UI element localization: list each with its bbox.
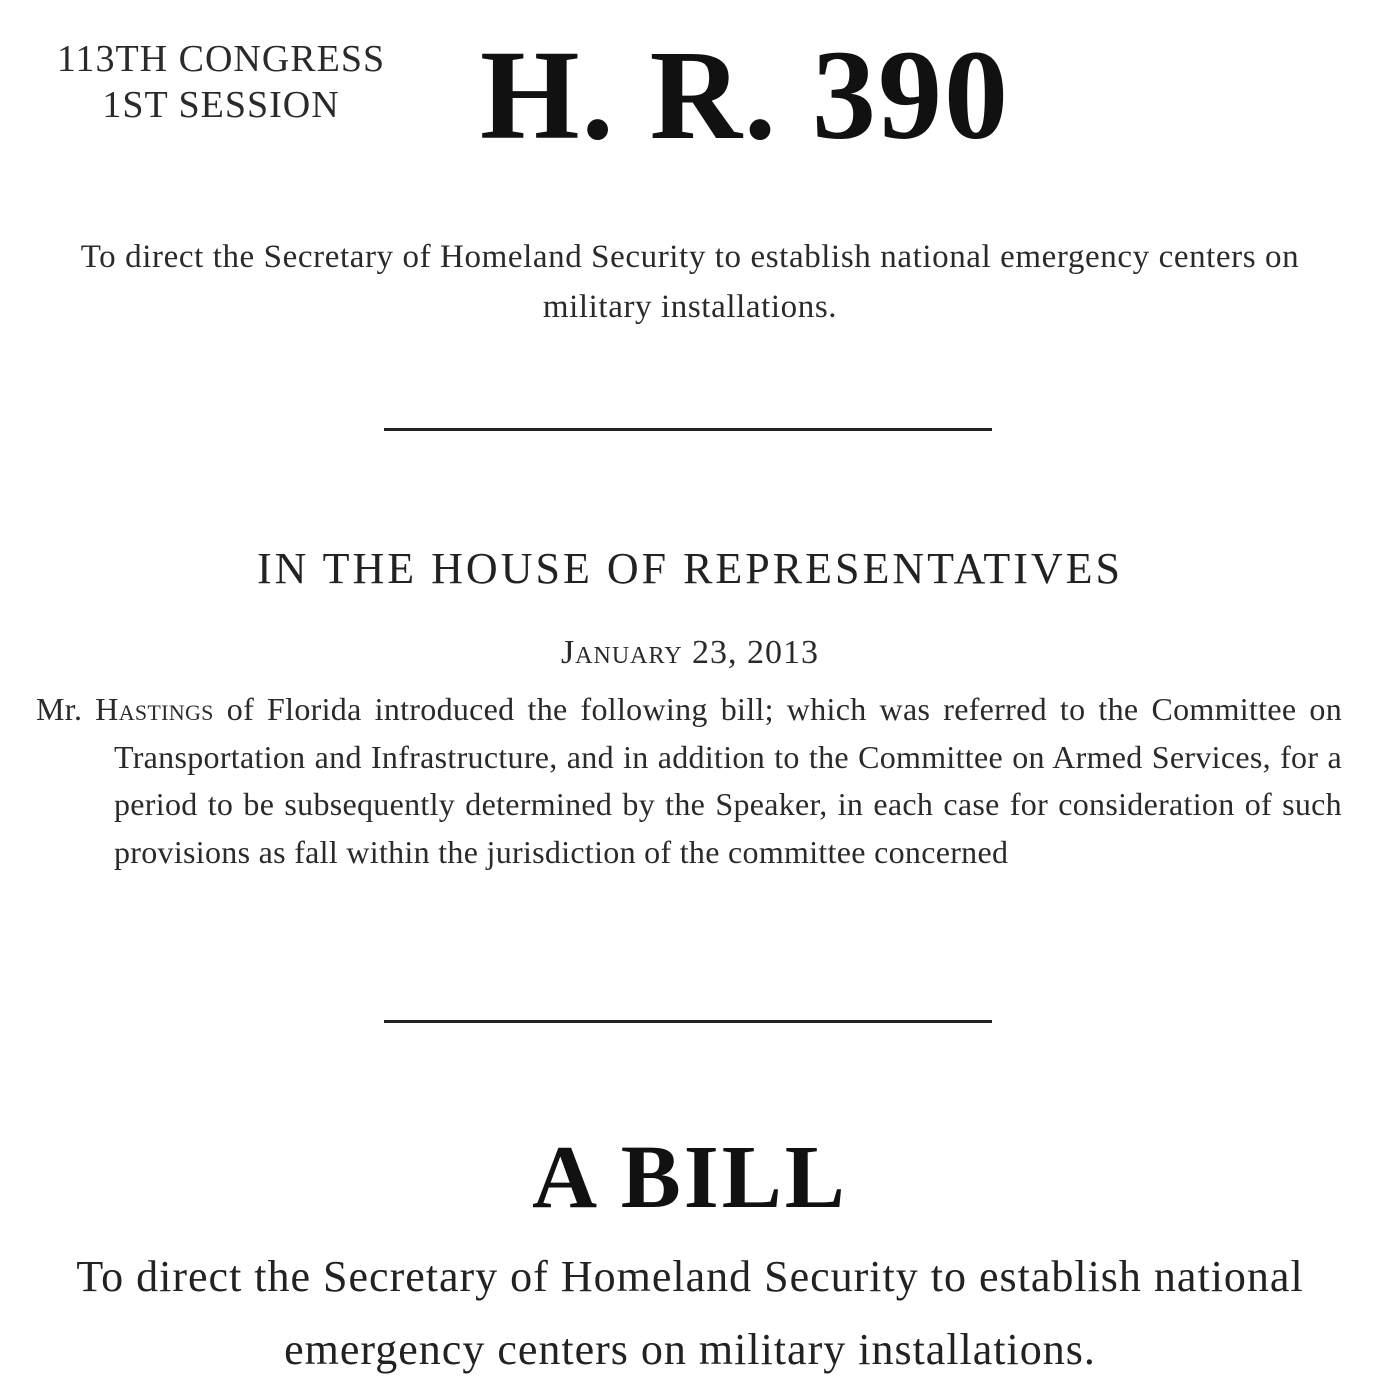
congress-session-block xyxy=(36,36,406,128)
sponsor-name: Hastings xyxy=(95,691,214,727)
short-title: To direct the Secretary of Homeland Security to establish national emergency centers on military installations. xyxy=(80,239,1300,325)
chamber-heading: IN THE HOUSE OF REPRESENTATIVES xyxy=(256,544,1124,593)
divider-rule-top xyxy=(384,428,992,431)
introduction-paragraph xyxy=(36,686,1342,876)
congress-label: 113TH CONGRESS xyxy=(56,38,386,80)
bill-heading: A BILL xyxy=(532,1128,848,1227)
sponsor-honorific: Mr. xyxy=(36,691,83,727)
session-label: 1ST SESSION xyxy=(102,84,340,126)
long-title: To direct the Secretary of Homeland Security to establish national emergency centers on military installations. xyxy=(76,1252,1304,1374)
bill-number: H. R. 390 xyxy=(480,24,1010,166)
introduction-text: of Florida introduced the following bill; which was referred to the Committee on Transportation and Infrastructure, and in addition to the Committee on Armed Services, for a period to be subsequently determined by the Speaker, in each case for consideration of such provisions as fall within the jurisdiction of the committee concerned xyxy=(114,691,1342,870)
introduction-date: January 23, 2013 xyxy=(560,634,820,671)
divider-rule-bottom xyxy=(384,1020,992,1023)
